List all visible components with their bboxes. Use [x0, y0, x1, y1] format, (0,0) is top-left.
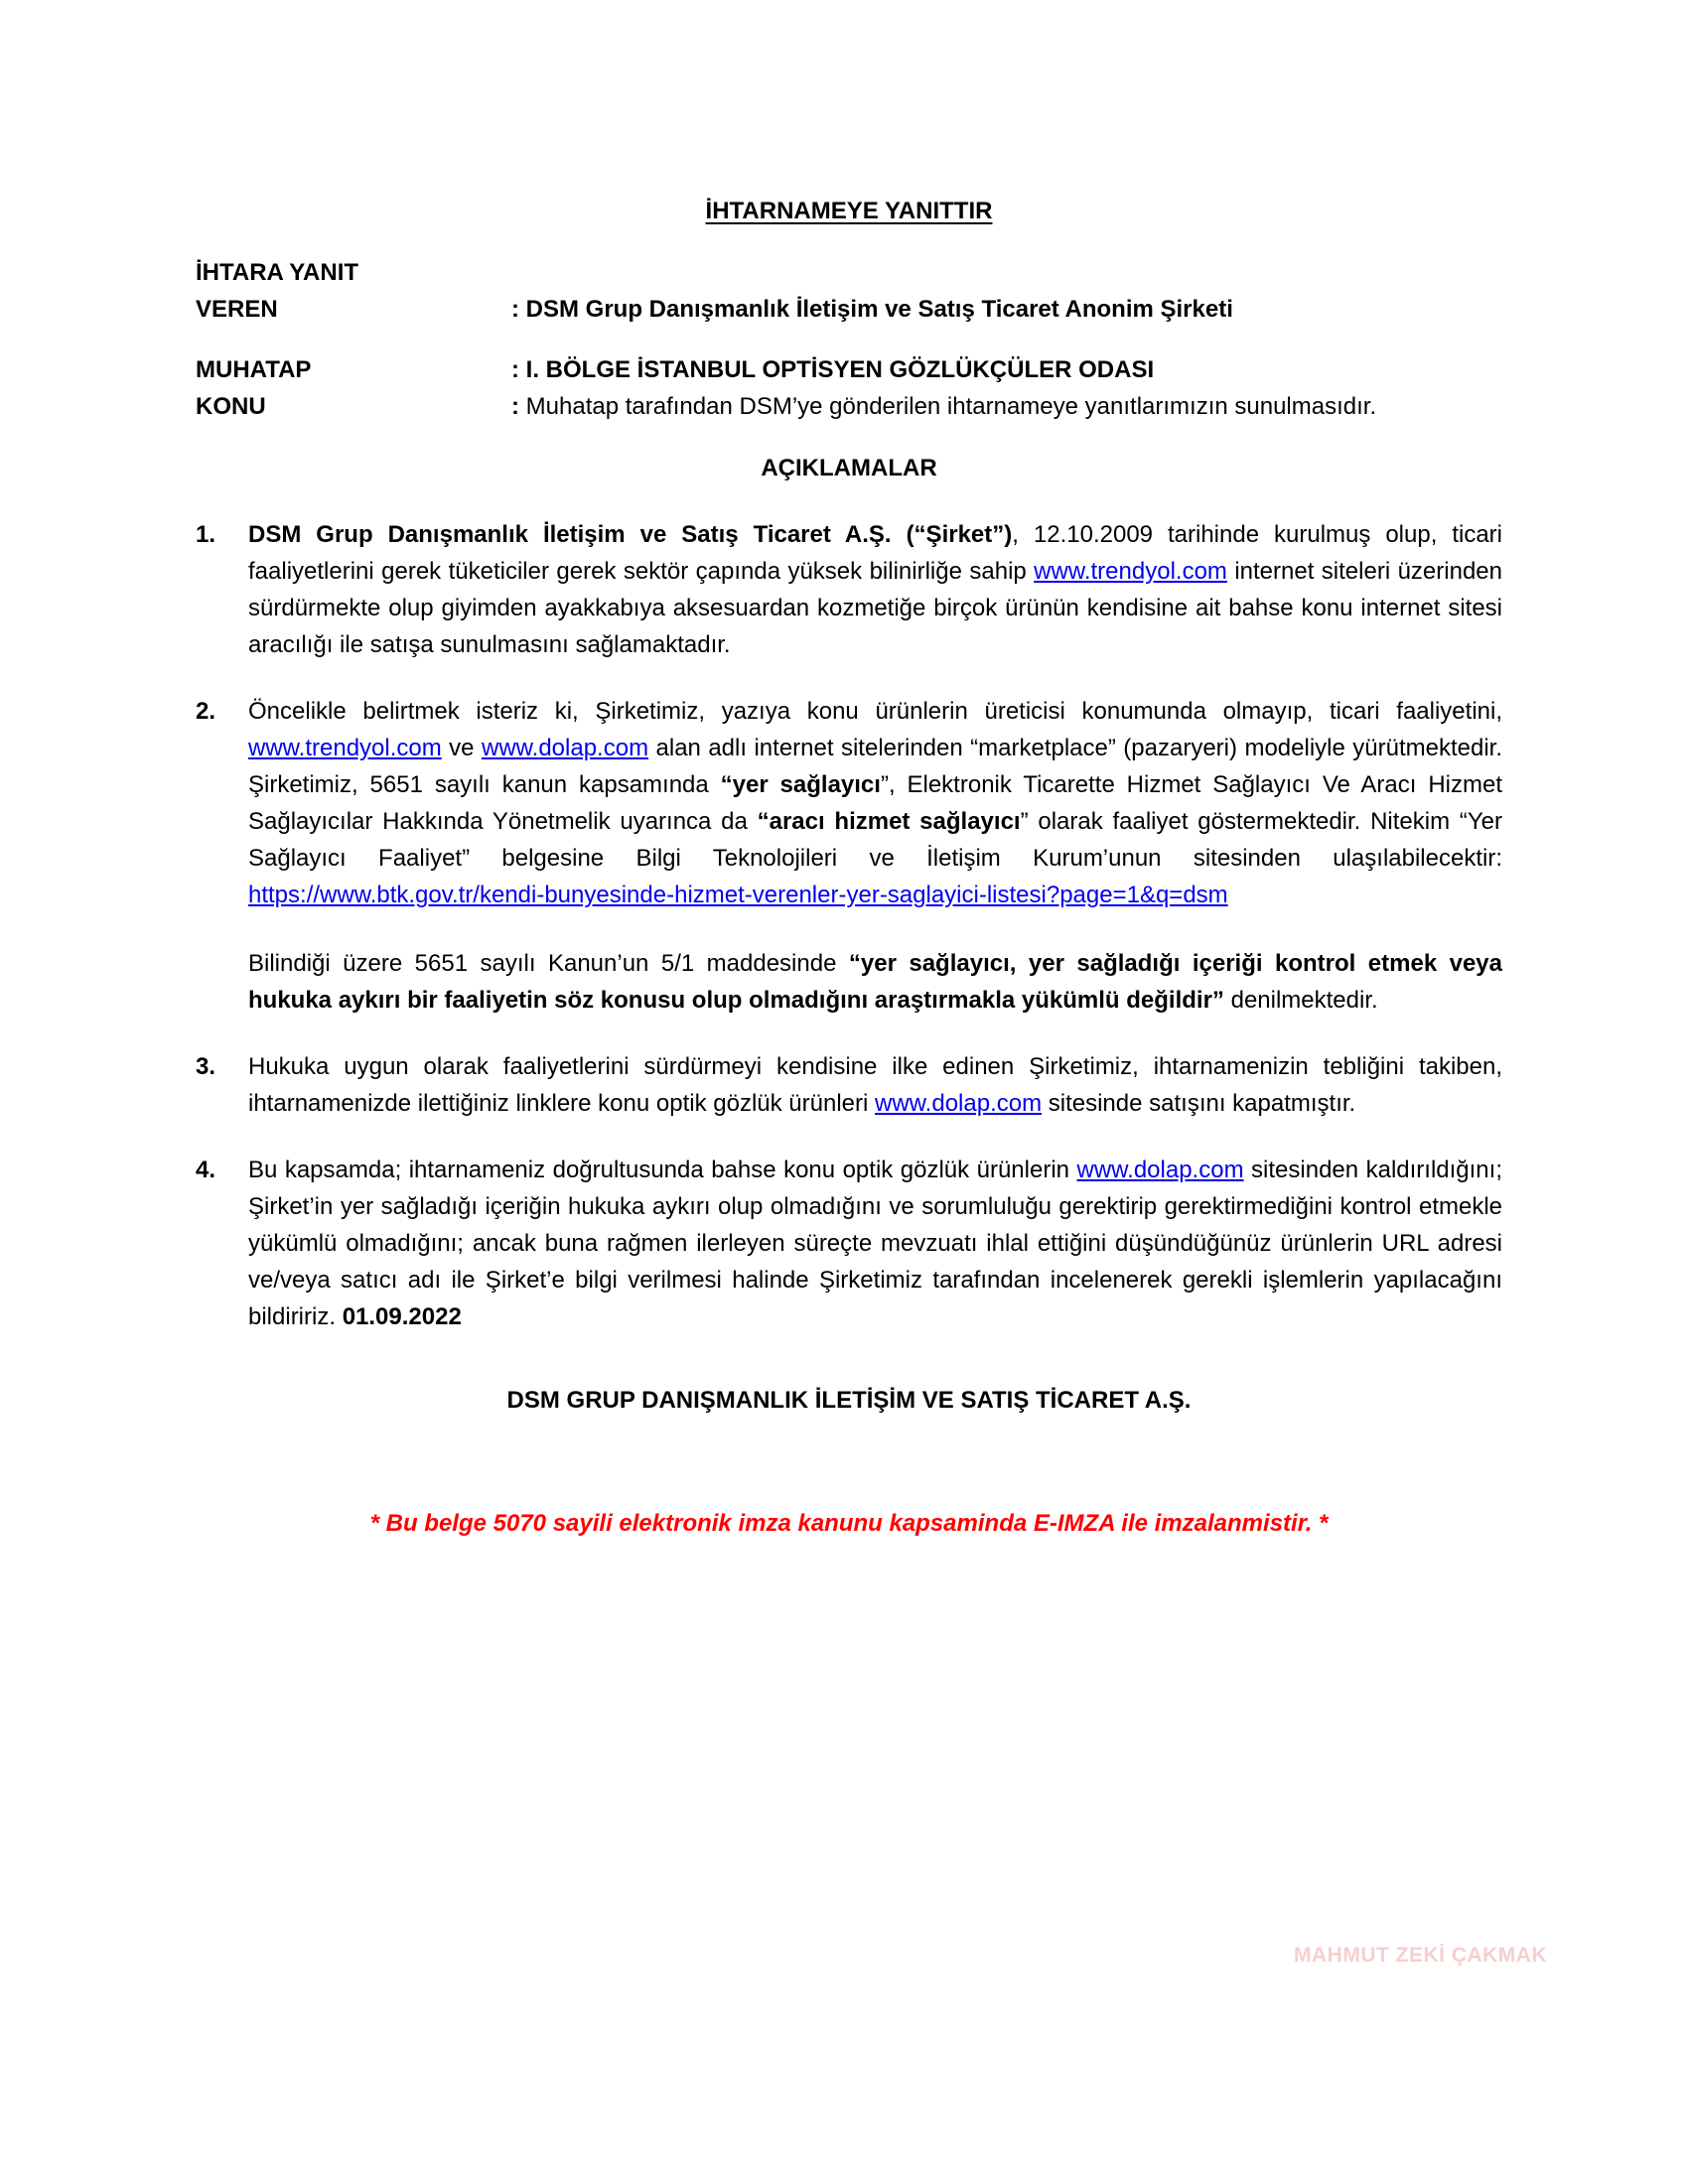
text-run: Bu kapsamda; ihtarnameniz doğrultusunda bahse konu optik gözlük ürünlerin: [248, 1157, 1077, 1183]
text-run: Bilindiği üzere 5651 sayılı Kanun’un 5/1 maddesinde: [248, 950, 849, 977]
text-run: ”, Elektronik Ticarette Hizmet Sağlayıcı Ve Aracı Hizmet Sağlayıcılar Hakkında Yönetmelik uyarınca da: [248, 771, 1502, 835]
list-item-number: 1.: [196, 521, 216, 548]
text-run: Öncelikle belirtmek isteriz ki, Şirketimiz, yazıya konu ürünlerin üreticisi konumunda olmayıp, ticari faaliyetini,: [248, 698, 1502, 725]
document-title: [196, 197, 1502, 226]
inline-link[interactable]: www.trendyol.com: [1034, 558, 1227, 585]
text-run: alan adlı internet sitelerinden “marketplace” (pazaryeri) modeliyle yürütmektedir. Şirketimiz, 5651 sayılı kanun kapsamında: [248, 735, 1502, 798]
inline-link[interactable]: www.dolap.com: [875, 1090, 1043, 1117]
inline-link[interactable]: www.trendyol.com: [248, 735, 442, 761]
header-label-line: İHTARA YANIT: [196, 259, 359, 286]
header-row-ihtara-yanit-veren: [196, 254, 1502, 328]
paragraph-text: [248, 1152, 1502, 1335]
paragraph-subquote: [248, 945, 1502, 1019]
header-row-muhatap: [196, 351, 1502, 388]
list-item-number: 4.: [196, 1157, 216, 1183]
header-value: [511, 388, 1502, 425]
header-label: MUHATAP: [196, 356, 312, 383]
list-item-number: 3.: [196, 1053, 216, 1080]
text-run: ” olarak faaliyet göstermektedir. Nitekim “Yer Sağlayıcı Faaliyet” belgesine Bilgi Teknolojileri ve İletişim Kurum’unun sitesinden ulaşılabilecektir:: [248, 808, 1502, 872]
list-item: [196, 1152, 1502, 1335]
paragraph-text: [248, 516, 1502, 663]
paragraph-text: [248, 693, 1502, 1019]
text-run: “aracı hizmet sağlayıcı: [757, 808, 1021, 835]
header-value: [511, 351, 1502, 388]
document-content: [196, 0, 1502, 1538]
numbered-paragraph-list: [196, 516, 1502, 1335]
text-run: Hukuka uygun olarak faaliyetlerini sürdürmeyi kendisine ilke edinen Şirketimiz, ihtarnamenizin tebliğini takiben, ihtarnamenizde ilettiğiniz linklere konu optik gözlük ürünleri: [248, 1053, 1502, 1117]
signature-company-name: DSM GRUP DANIŞMANLIK İLETİŞİM VE SATIŞ TİCARET A.Ş.: [506, 1387, 1192, 1414]
header-row-konu: [196, 388, 1502, 425]
text-run: ve: [441, 735, 482, 761]
text-run: denilmektedir.: [1223, 987, 1378, 1014]
header-label-line: VEREN: [196, 296, 278, 323]
paragraph-main: [248, 693, 1502, 913]
faint-name-watermark: MAHMUT ZEKİ ÇAKMAK: [1294, 1944, 1548, 1967]
paragraph-text: [248, 1048, 1502, 1122]
text-run: 01.09.2022: [342, 1303, 462, 1330]
list-item-number: 2.: [196, 698, 216, 725]
text-run: DSM Grup Danışmanlık İletişim ve Satış Ticaret A.Ş. (“Şirket”): [248, 521, 1013, 548]
header-value: [511, 291, 1502, 328]
header-label: [196, 254, 511, 328]
text-run: “yer sağlayıcı: [720, 771, 881, 798]
list-item: [196, 1048, 1502, 1122]
inline-link[interactable]: https://www.btk.gov.tr/kendi-bunyesinde-hizmet-verenler-yer-saglayici-listesi?page=1&q=dsm: [248, 882, 1228, 908]
e-signature-notice: * Bu belge 5070 sayili elektronik imza kanunu kapsaminda E-IMZA ile imzalanmistir. *: [369, 1510, 1329, 1537]
text-run: Muhatap tarafından DSM’ye gönderilen ihtarnameye yanıtlarımızın sunulmasıdır.: [525, 393, 1377, 420]
document-header: [196, 254, 1502, 425]
text-run: sitesinde satışını kapatmıştır.: [1042, 1090, 1356, 1117]
list-item: [196, 693, 1502, 1019]
text-run: “yer sağlayıcı, yer sağladığı içeriği kontrol etmek veya hukuka aykırı bir faaliyetin söz konusu olup olmadığını araştırmakla yükümlü değildir”: [248, 950, 1503, 1014]
text-run: sitesinden kaldırıldığını; Şirket’in yer sağladığı içeriğin hukuka aykırı olup olmadığını ve sorumluluğu gerektirip gerektirmediğini kontrol etmekle yükümlü olmadığını; ancak buna rağmen ilerleyen süreçte mevzuatı ihlal ettiğini düşündüğünüz ürünlerin URL adresi ve/veya satıcı adı ile Şirket’e bilgi verilmesi halinde Şirketimiz tarafından incelenerek gerekli işlemlerin yapılacağını bildiririz.: [248, 1157, 1502, 1330]
document-title-text: İHTARNAMEYE YANITTIR: [705, 198, 993, 224]
text-run: : I. BÖLGE İSTANBUL OPTİSYEN GÖZLÜKÇÜLER ODASI: [511, 356, 1155, 383]
text-run: , 12.10.2009 tarihinde kurulmuş olup, ticari faaliyetlerini gerek tüketiciler gerek sektör çapında yüksek bilinirliğe sahip: [248, 521, 1503, 585]
list-item: [196, 516, 1502, 663]
section-heading-aciklamalar: AÇIKLAMALAR: [761, 455, 937, 481]
text-run: : DSM Grup Danışmanlık İletişim ve Satış Ticaret Anonim Şirketi: [511, 296, 1233, 323]
inline-link[interactable]: www.dolap.com: [481, 735, 649, 761]
text-run: :: [511, 393, 526, 420]
inline-link[interactable]: www.dolap.com: [1076, 1157, 1244, 1183]
header-label: KONU: [196, 393, 266, 420]
text-run: internet siteleri üzerinden sürdürmekte olup giyimden ayakkabıya aksesuardan kozmetiğe birçok ürünün kendisine ait bahse konu internet sitesi aracılığı ile satışa sunulmasını sağlamaktadır.: [248, 558, 1502, 658]
